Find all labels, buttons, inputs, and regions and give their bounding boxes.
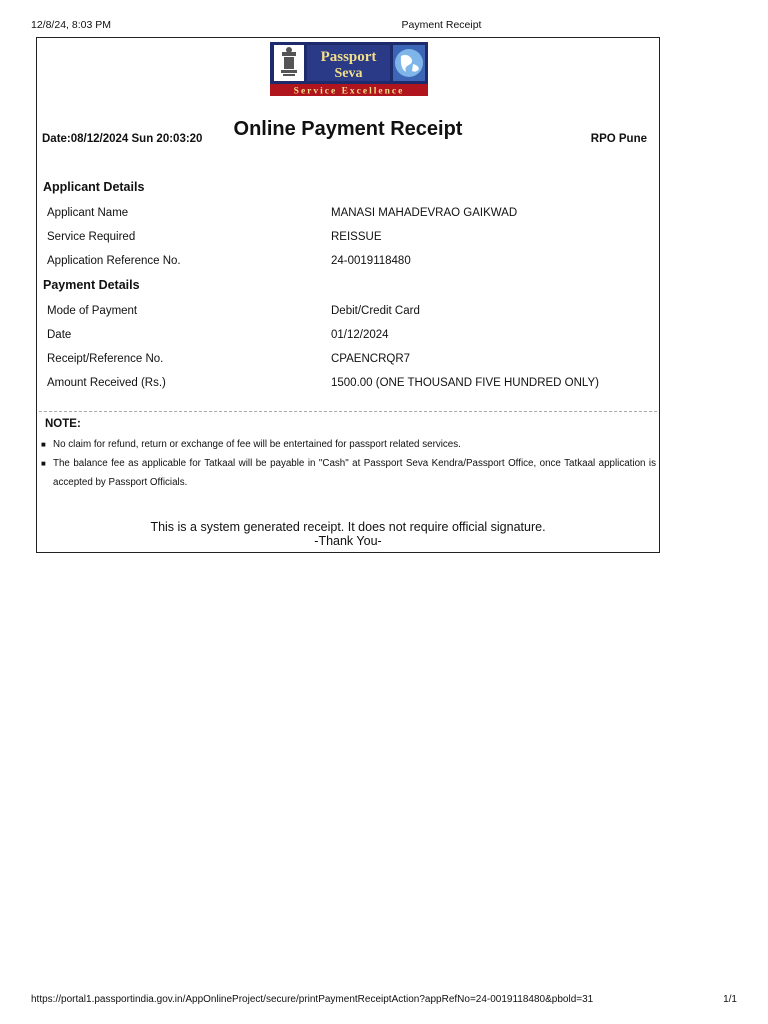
system-generated-message	[37, 520, 659, 548]
receipt-date: Date:08/12/2024 Sun 20:03:20	[42, 133, 203, 145]
footer-line-2: -Thank You-	[314, 534, 382, 548]
row-label: Amount Received (Rs.)	[47, 377, 166, 389]
receipt-title: Online Payment Receipt	[233, 118, 463, 140]
payment-date-row	[47, 329, 647, 345]
dashed-divider	[39, 411, 657, 412]
bullet-icon: ■	[41, 459, 46, 468]
page-number: 1/1	[723, 994, 737, 1005]
bullet-icon: ■	[41, 440, 46, 449]
print-page-title: Payment Receipt	[401, 19, 482, 31]
national-emblem-icon	[274, 45, 304, 81]
row-value: 01/12/2024	[331, 329, 389, 341]
applicant-details-heading: Applicant Details	[43, 180, 145, 194]
payment-details-heading: Payment Details	[43, 278, 140, 292]
row-label: Receipt/Reference No.	[47, 353, 164, 365]
row-label: Applicant Name	[47, 207, 129, 219]
passport-seva-logo	[270, 42, 428, 96]
logo-tagline: Service Excellence	[293, 86, 405, 96]
print-datetime: 12/8/24, 8:03 PM	[31, 19, 111, 31]
row-label: Application Reference No.	[47, 255, 181, 267]
receipt-box	[36, 37, 660, 553]
row-value: MANASI MAHADEVRAO GAIKWAD	[331, 207, 518, 219]
footer-line-1: This is a system generated receipt. It does not require official signature.	[150, 520, 546, 534]
row-label: Mode of Payment	[47, 305, 138, 317]
service-required-row	[47, 231, 647, 247]
globe-icon	[393, 45, 425, 81]
note-text: No claim for refund, return or exchange of fee will be entertained for passport related services.	[53, 439, 461, 450]
applicant-name-row	[47, 207, 647, 223]
row-value: REISSUE	[331, 231, 382, 243]
row-label: Service Required	[47, 231, 136, 243]
rpo-office: RPO Pune	[590, 133, 647, 145]
row-value: 24-0019118480	[331, 255, 411, 267]
amount-received-row	[47, 377, 647, 393]
row-label: Date	[47, 329, 72, 341]
application-ref-row	[47, 255, 647, 271]
payment-mode-row	[47, 305, 647, 321]
row-value: 1500.00 (ONE THOUSAND FIVE HUNDRED ONLY)	[331, 377, 599, 389]
receipt-ref-row	[47, 353, 647, 369]
row-value: Debit/Credit Card	[331, 305, 420, 317]
note-text: The balance fee as applicable for Tatkaal will be payable in "Cash" at Passport Seva Kendra/Passport Office, once Tatkaal application is accepted by Passport Officials.	[53, 458, 656, 488]
note-heading: NOTE:	[45, 418, 81, 430]
print-url: https://portal1.passportindia.gov.in/AppOnlineProject/secure/printPaymentReceiptAction?appRefNo=24-0019118480&pbold=31	[31, 994, 594, 1005]
print-header	[0, 19, 768, 33]
row-value: CPAENCRQR7	[331, 353, 411, 365]
logo-text-seva: Seva	[334, 66, 363, 81]
logo-text-passport: Passport	[320, 49, 377, 65]
